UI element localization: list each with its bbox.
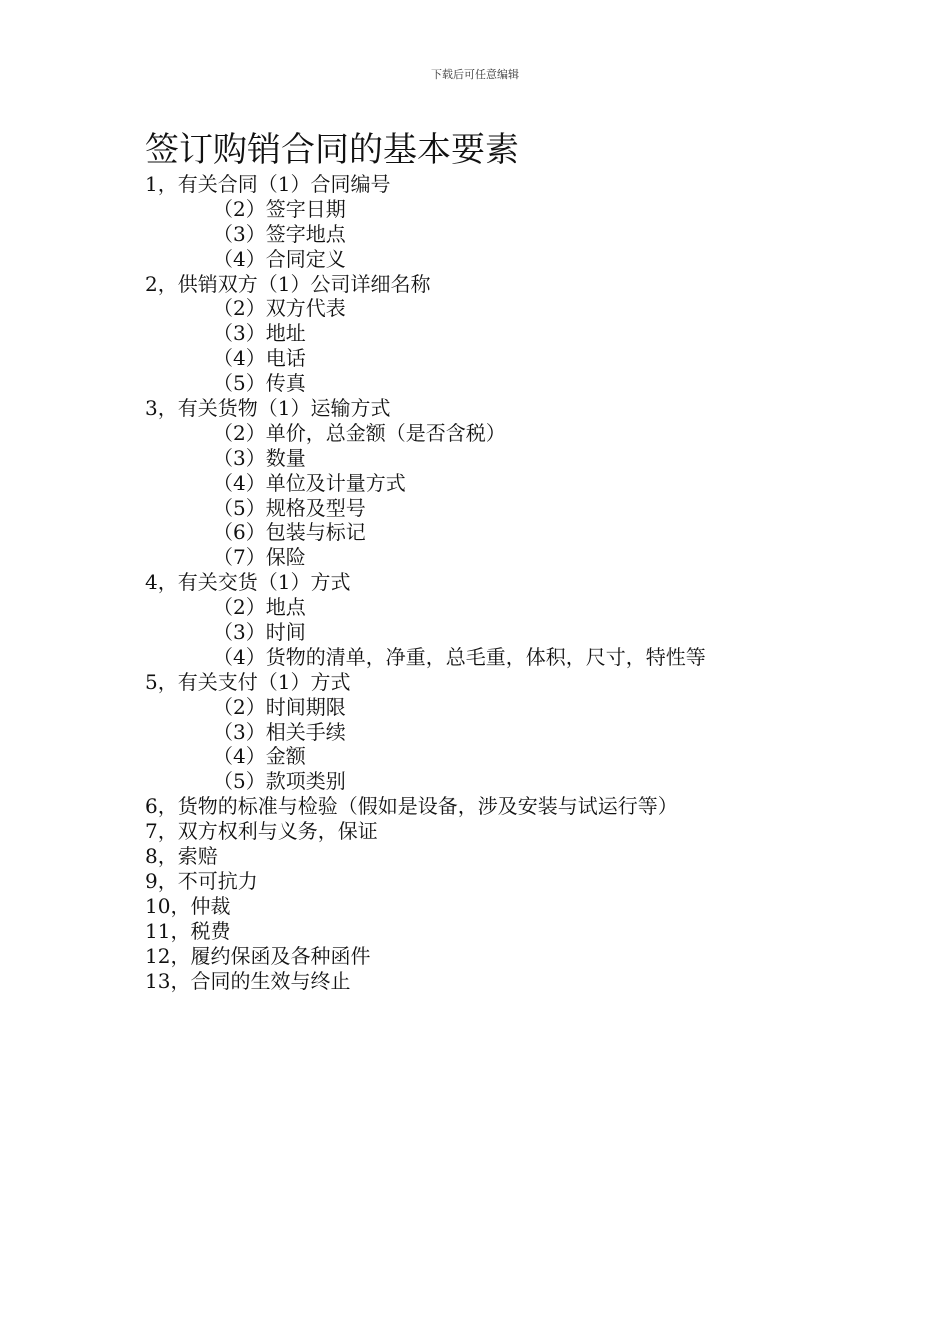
outline-subitem: （7）保险: [213, 545, 306, 570]
outline-subitem: （5）款项类别: [213, 769, 346, 794]
outline-subitem: （2）单价，总金额（是否含税）: [213, 420, 506, 445]
outline-subitem: （5）传真: [213, 371, 306, 396]
outline-item: 12，履约保函及各种函件: [145, 943, 371, 968]
outline-item: 7，双方权利与义务，保证: [145, 819, 378, 844]
outline-subitem: （3）相关手续: [213, 719, 346, 744]
outline-item: 10，仲裁: [145, 893, 231, 918]
outline-subitem: （4）单位及计量方式: [213, 470, 406, 495]
outline-item: 8，索赔: [145, 844, 218, 869]
outline-subitem: （5）规格及型号: [213, 495, 366, 520]
outline-subitem: （3）数量: [213, 445, 306, 470]
contract-elements-list: [145, 172, 706, 993]
outline-item: 13，合同的生效与终止: [145, 968, 351, 993]
outline-subitem: （2）时间期限: [213, 694, 346, 719]
outline-item: 9，不可抗力: [145, 868, 258, 893]
outline-item: 1，有关合同（1）合同编号: [145, 172, 391, 196]
outline-subitem: （6）包装与标记: [213, 520, 366, 545]
outline-subitem: （3）时间: [213, 620, 306, 645]
outline-subitem: （3）地址: [213, 321, 306, 346]
outline-subitem: （4）合同定义: [213, 246, 346, 271]
outline-subitem: （4）金额: [213, 744, 306, 769]
outline-item: 4，有关交货（1）方式: [145, 570, 351, 595]
outline-subitem: （2）双方代表: [213, 296, 346, 321]
outline-subitem: （2）地点: [213, 595, 306, 620]
outline-subitem: （4）电话: [213, 346, 306, 371]
page-header-note: 下载后可任意编辑: [431, 68, 519, 81]
outline-item: 2，供销双方（1）公司详细名称: [145, 271, 431, 296]
outline-subitem: （2）签字日期: [213, 196, 346, 221]
page-title: 签订购销合同的基本要素: [145, 130, 519, 170]
outline-subitem: （4）货物的清单，净重，总毛重，体积，尺寸，特性等: [213, 644, 706, 669]
outline-item: 3，有关货物（1）运输方式: [145, 396, 391, 421]
outline-subitem: （3）签字地点: [213, 221, 346, 246]
outline-item: 6，货物的标准与检验（假如是设备，涉及安装与试运行等）: [145, 794, 678, 819]
outline-item: 11，税费: [145, 918, 231, 943]
outline-item: 5，有关支付（1）方式: [145, 669, 351, 694]
